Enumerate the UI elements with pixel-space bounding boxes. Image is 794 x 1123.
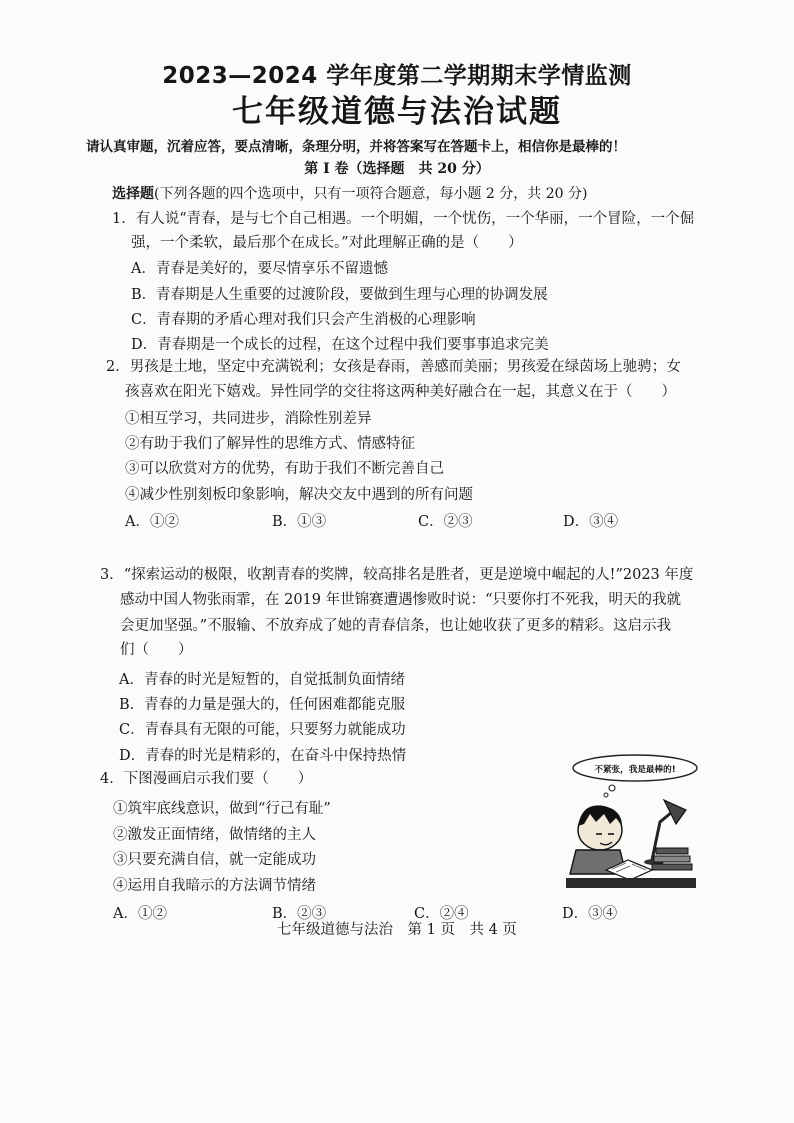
q4-option-d: D．③④ [562,906,618,922]
q1-option-a: A．青春是美好的，要尽情享乐不留遗憾 [131,261,388,277]
q3-option-d: D．青春的时光是精彩的，在奋斗中保持热情 [119,748,407,764]
q4-statement-3: ③只要充满自信，就一定能成功 [113,852,316,868]
q4-statement-2: ②激发正面情绪，做情绪的主人 [113,827,316,843]
q3-option-b: B．青春的力量是强大的，任何困难都能克服 [119,697,406,713]
q3-stem-line1: 3．“探索运动的极限，收割青春的奖牌，较高排名是胜者，更是逆境中崛起的人!”2023 年度 [100,567,694,583]
q1-option-d: D．青春期是一个成长的过程，在这个过程中我们要事事追求完美 [131,337,549,353]
q1-option-b: B．青春期是人生重要的过渡阶段，要做到生理与心理的协调发展 [131,287,548,303]
book [654,856,690,862]
book [656,848,688,854]
book [652,864,692,870]
page-footer: 七年级道德与法治 第 1 页 共 4 页 [277,922,517,938]
q4-statement-1: ①筑牢底线意识，做到“行己有耻” [113,801,331,817]
section-intro [112,183,587,203]
q1-stem-line2: 强，一个柔软，最后那个在成长。”对此理解正确的是（ ） [131,235,523,251]
thought-dot [609,785,615,791]
q1-stem-line1: 1．有人说“青春，是与七个自己相遇。一个明媚，一个忧伤，一个华丽，一个冒险，一个倔 [112,211,695,227]
q2-stem-line1: 2．男孩是土地，坚定中充满锐利；女孩是春雨，善感而美丽；男孩爱在绿茵场上驰骋；女 [106,359,681,375]
q4-option-a: A．①② [113,906,167,922]
q2-option-a: A．①② [125,514,179,530]
thought-dot [604,793,608,797]
q2-statement-3: ③可以欣赏对方的优势，有助于我们不断完善自己 [125,461,444,477]
desk [566,878,696,888]
q2-option-d: D．③④ [563,514,619,530]
lamp-shade [664,800,686,824]
q4-stem: 4．下图漫画启示我们要（ ） [100,771,313,787]
q4-option-b: B．②③ [272,906,327,922]
exam-instruction: 请认真审题，沉着应答，要点清晰，条理分明，并将答案写在答题卡上，相信你是最棒的！ [86,139,626,155]
q2-option-c: C．②③ [418,514,473,530]
q2-stem-line2: 孩喜欢在阳光下嬉戏。异性同学的交往将这两种美好融合在一起，其意义在于（ ） [125,384,676,400]
q3-option-c: C．青春具有无限的可能，只要努力就能成功 [119,722,406,738]
section-heading: 第 I 卷（选择题 共 20 分） [304,161,490,177]
q3-stem-line4: 们（ ） [120,642,193,658]
q2-statement-4: ④减少性别刻板印象影响，解决交友中遇到的所有问题 [125,487,473,503]
q3-stem-line3: 会更加坚强。”不服输、不放弃成了她的青春信条，也让她收获了更多的精彩。这启示我 [120,618,672,634]
q4-option-c: C．②④ [414,906,469,922]
thought-bubble-text: 不紧张，我是最棒的! [594,765,676,775]
q2-option-b: B．①③ [272,514,327,530]
intro-label: 选择题 [112,186,154,202]
intro-text: (下列各题的四个选项中，只有一项符合题意，每小题 2 分，共 20 分) [154,186,588,202]
exam-subject-title: 七年级道德与法治试题 [232,94,562,130]
q3-option-a: A．青春的时光是短暂的，自觉抵制负面情绪 [119,672,405,688]
q4-statement-4: ④运用自我暗示的方法调节情绪 [113,878,316,894]
q1-option-c: C．青春期的矛盾心理对我们只会产生消极的心理影响 [131,312,476,328]
q2-statement-2: ②有助于我们了解异性的思维方式、情感特征 [125,436,415,452]
q3-stem-line2: 感动中国人物张雨霏，在 2019 年世锦赛遭遇惨败时说：“只要你打不死我，明天的我就 [120,592,682,608]
exam-title: 2023—2024 学年度第二学期期末学情监测 [162,63,632,89]
cartoon-illustration [560,752,700,892]
q2-statement-1: ①相互学习，共同进步，消除性别差异 [125,411,372,427]
